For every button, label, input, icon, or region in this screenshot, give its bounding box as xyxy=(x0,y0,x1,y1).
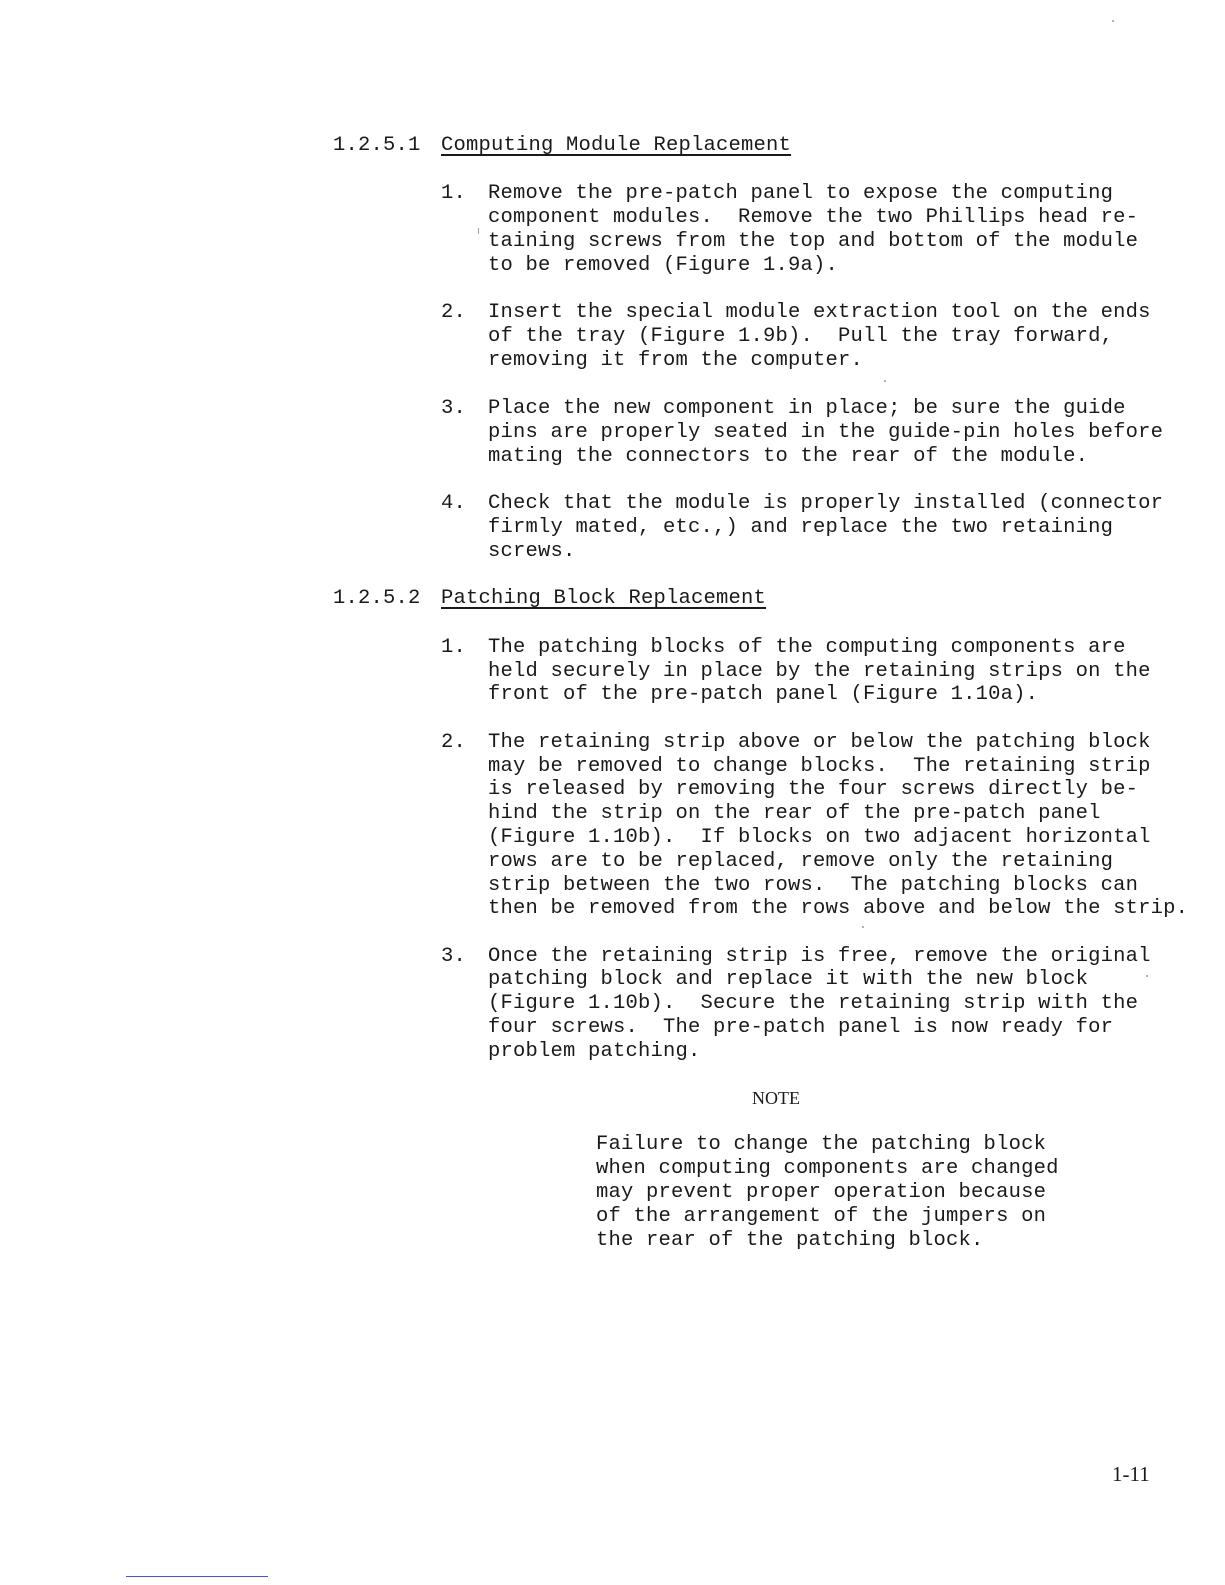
list-item-line: then be removed from the rows above and below the strip. xyxy=(488,897,1189,920)
section-title: Computing Module Replacement xyxy=(441,134,792,157)
list-item-line: rows are to be replaced, remove only the retaining xyxy=(488,850,1114,873)
list-item-line: Once the retaining strip is free, remove the original xyxy=(488,945,1151,968)
scan-speck xyxy=(862,926,864,928)
section-number: 1.2.5.1 xyxy=(333,134,421,157)
list-item-line: held securely in place by the retaining strips on the xyxy=(488,660,1151,683)
list-item-line: is released by removing the four screws directly be- xyxy=(488,778,1139,801)
list-item-number: 1. xyxy=(441,636,467,659)
list-item-line: to be removed (Figure 1.9a). xyxy=(488,254,839,277)
note-line: of the arrangement of the jumpers on xyxy=(596,1205,1047,1228)
list-item-line: strip between the two rows. The patching blocks can xyxy=(488,874,1139,897)
note-line: the rear of the patching block. xyxy=(596,1229,984,1252)
list-item-line: pins are properly seated in the guide-pin holes before xyxy=(488,421,1164,444)
list-item-line: firmly mated, etc.,) and replace the two retaining xyxy=(488,516,1114,539)
list-item-number: 4. xyxy=(441,492,467,515)
note-line: may prevent proper operation because xyxy=(596,1181,1047,1204)
list-item-line: Insert the special module extraction tool on the ends xyxy=(488,301,1151,324)
list-item-line: removing it from the computer. xyxy=(488,349,864,372)
list-item-number: 2. xyxy=(441,301,467,324)
list-item-line: Remove the pre-patch panel to expose the computing xyxy=(488,182,1114,205)
list-item-line: front of the pre-patch panel (Figure 1.10a). xyxy=(488,683,1039,706)
scan-edge-mark xyxy=(126,1576,268,1577)
scan-speck xyxy=(884,380,886,382)
scan-speck xyxy=(1146,975,1148,977)
list-item-line: four screws. The pre-patch panel is now ready for xyxy=(488,1016,1114,1039)
list-item-number: 2. xyxy=(441,731,467,754)
list-item-line: patching block and replace it with the new block xyxy=(488,968,1089,991)
list-item-line: Check that the module is properly installed (connector xyxy=(488,492,1164,515)
list-item-number: 1. xyxy=(441,182,467,205)
list-item-line: mating the connectors to the rear of the module. xyxy=(488,445,1089,468)
list-item-line: problem patching. xyxy=(488,1040,701,1063)
scan-speck xyxy=(1112,20,1114,22)
note-line: Failure to change the patching block xyxy=(596,1133,1047,1156)
scan-speck xyxy=(478,228,479,234)
list-item-line: hind the strip on the rear of the pre-patch panel xyxy=(488,802,1101,825)
list-item-line: may be removed to change blocks. The retaining strip xyxy=(488,755,1151,778)
list-item-line: (Figure 1.10b). If blocks on two adjacent horizontal xyxy=(488,826,1151,849)
list-item-line: component modules. Remove the two Phillips head re- xyxy=(488,206,1139,229)
list-item-line: of the tray (Figure 1.9b). Pull the tray forward, xyxy=(488,325,1114,348)
section-number: 1.2.5.2 xyxy=(333,587,421,610)
list-item-line: (Figure 1.10b). Secure the retaining strip with the xyxy=(488,992,1139,1015)
list-item-number: 3. xyxy=(441,945,467,968)
list-item-line: The retaining strip above or below the patching block xyxy=(488,731,1151,754)
list-item-line: Place the new component in place; be sure the guide xyxy=(488,397,1126,420)
list-item-line: taining screws from the top and bottom of the module xyxy=(488,230,1139,253)
list-item-line: The patching blocks of the computing components are xyxy=(488,636,1126,659)
page-number: 1-11 xyxy=(1112,1462,1150,1486)
section-title: Patching Block Replacement xyxy=(441,587,767,610)
list-item-number: 3. xyxy=(441,397,467,420)
note-line: when computing components are changed xyxy=(596,1157,1059,1180)
list-item-line: screws. xyxy=(488,540,576,563)
note-heading: NOTE xyxy=(752,1088,800,1108)
